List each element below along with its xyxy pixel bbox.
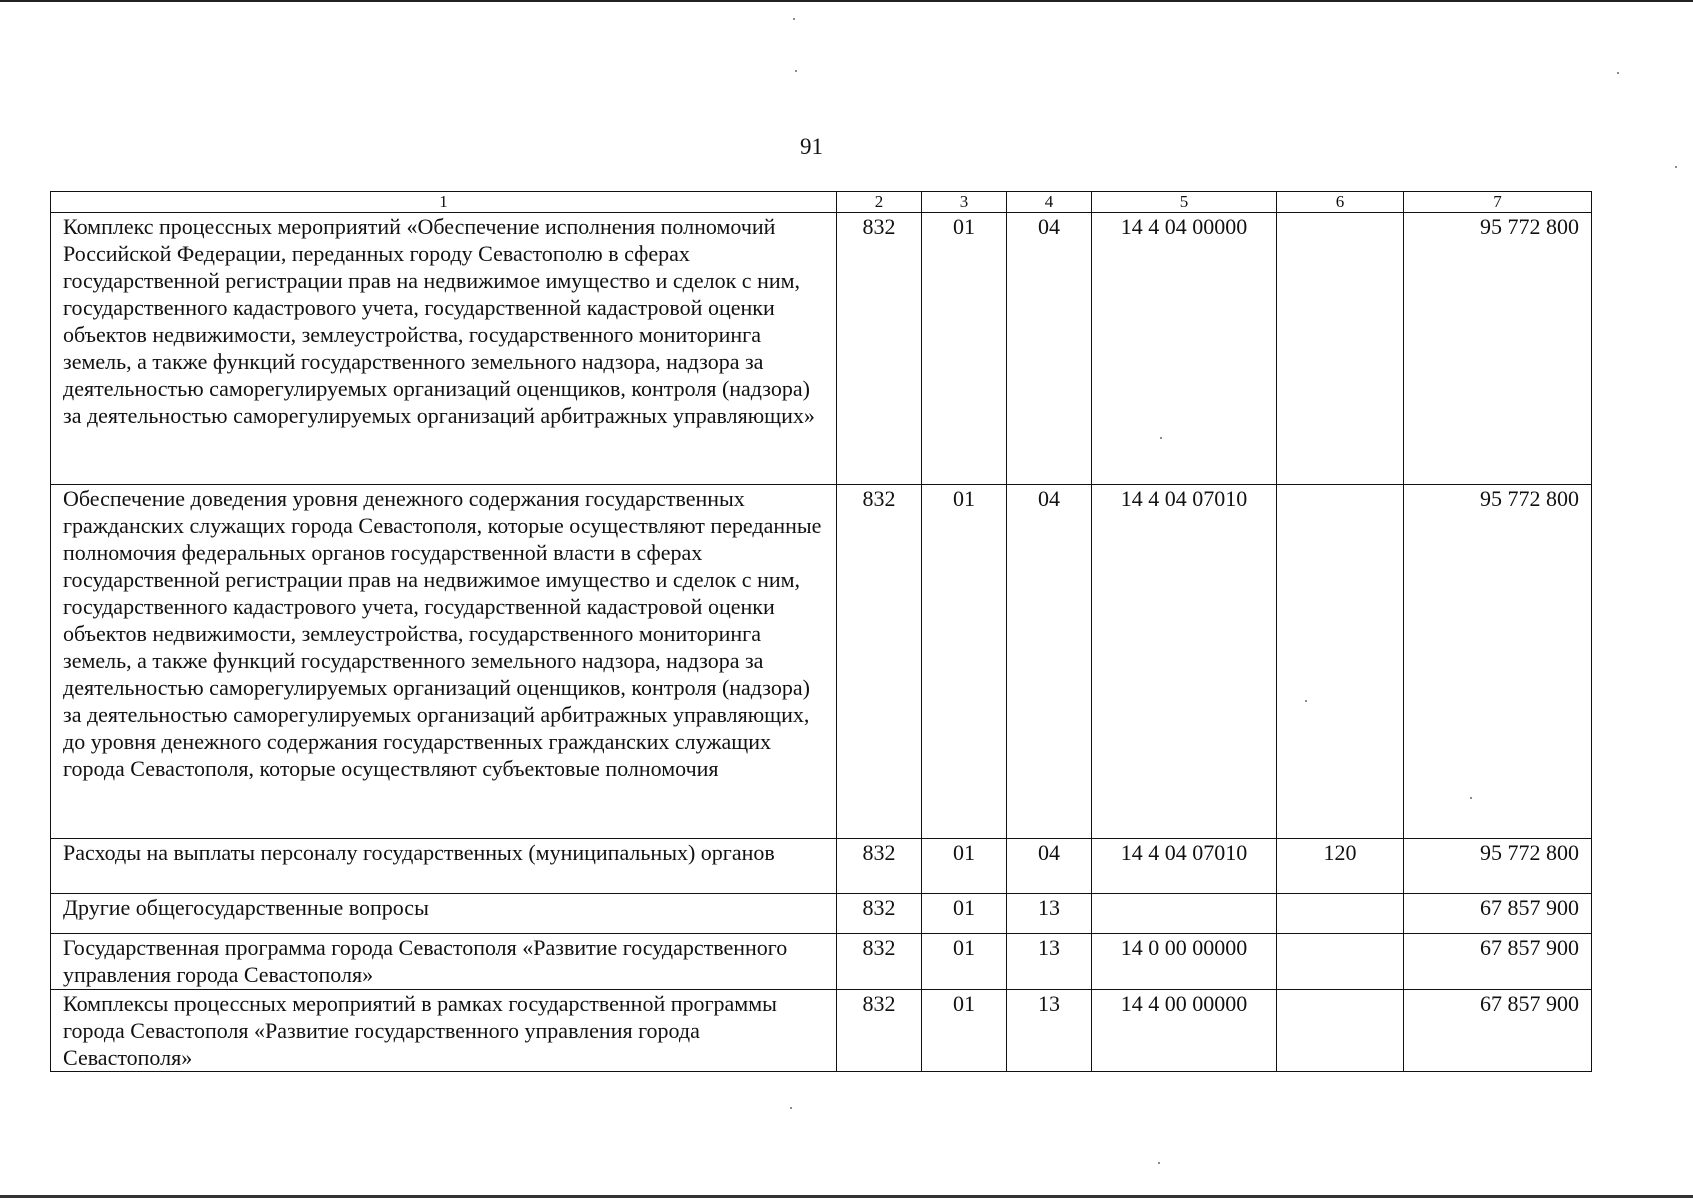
table-row [51,213,1592,485]
cell-subsection: 13 [1007,990,1092,1072]
cell-section: 01 [922,934,1007,990]
table-row [51,894,1592,934]
cell-expense-type [1277,990,1404,1072]
scan-speck [1160,437,1162,439]
cell-amount: 67 857 900 [1404,990,1592,1072]
cell-subsection: 13 [1007,934,1092,990]
cell-section: 01 [922,990,1007,1072]
cell-amount: 95 772 800 [1404,213,1592,485]
scan-edge-bottom [0,1195,1693,1198]
cell-subsection: 04 [1007,213,1092,485]
column-number: 6 [1277,192,1404,213]
scan-speck [1305,700,1307,702]
cell-expense-type: 120 [1277,839,1404,894]
scan-speck [1470,797,1472,799]
cell-ministry-code: 832 [837,894,922,934]
scan-speck [1158,1162,1160,1164]
row-name: Комплексы процессных мероприятий в рамках государственной программы города Севастополя «Развитие государственного управления города Севастополя» [51,990,837,1072]
cell-ministry-code: 832 [837,485,922,839]
table-row [51,990,1592,1072]
table-row [51,485,1592,839]
column-number: 4 [1007,192,1092,213]
cell-ministry-code: 832 [837,213,922,485]
scan-edge-top [0,0,1693,2]
cell-section: 01 [922,894,1007,934]
page-number: 91 [800,134,823,159]
cell-target-article: 14 4 04 07010 [1092,485,1277,839]
cell-amount: 67 857 900 [1404,934,1592,990]
cell-expense-type [1277,213,1404,485]
cell-ministry-code: 832 [837,934,922,990]
cell-section: 01 [922,839,1007,894]
cell-expense-type [1277,934,1404,990]
cell-amount: 95 772 800 [1404,839,1592,894]
cell-subsection: 04 [1007,485,1092,839]
cell-target-article: 14 0 00 00000 [1092,934,1277,990]
cell-amount: 67 857 900 [1404,894,1592,934]
row-name: Расходы на выплаты персоналу государственных (муниципальных) органов [51,839,837,894]
cell-target-article: 14 4 04 07010 [1092,839,1277,894]
cell-target-article: 14 4 00 00000 [1092,990,1277,1072]
table-row [51,934,1592,990]
cell-expense-type [1277,485,1404,839]
scan-speck [1675,166,1677,168]
scan-speck [1617,72,1619,74]
column-number-row [51,192,1592,213]
column-number: 5 [1092,192,1277,213]
column-number: 2 [837,192,922,213]
cell-ministry-code: 832 [837,839,922,894]
cell-section: 01 [922,213,1007,485]
cell-target-article [1092,894,1277,934]
scan-speck [795,70,797,72]
scan-speck [793,18,795,20]
column-number: 1 [51,192,837,213]
row-name: Комплекс процессных мероприятий «Обеспечение исполнения полномочий Российской Федерации, переданных городу Севастополю в сферах государственной регистрации прав на недвижимое имущество и сделок с ним, государственного кадастрового учета, государственной кадастровой оценки объектов недвижимости, землеустройства, государственного мониторинга земель, а также функций государственного земельного надзора, надзора за деятельностью саморегулируемых организаций оценщиков, контроля (надзора) за деятельностью саморегулируемых организаций арбитражных управляющих» [51,213,837,485]
cell-section: 01 [922,485,1007,839]
cell-subsection: 13 [1007,894,1092,934]
row-name: Другие общегосударственные вопросы [51,894,837,934]
cell-ministry-code: 832 [837,990,922,1072]
column-number: 3 [922,192,1007,213]
row-name: Государственная программа города Севастополя «Развитие государственного управления города Севастополя» [51,934,837,990]
scan-speck [790,1107,792,1109]
cell-subsection: 04 [1007,839,1092,894]
table-row [51,839,1592,894]
row-name: Обеспечение доведения уровня денежного содержания государственных гражданских служащих города Севастополя, которые осуществляют переданные полномочия федеральных органов государственной власти в сферах государственной регистрации прав на недвижимое имущество и сделок с ним, государственного кадастрового учета, государственной кадастровой оценки объектов недвижимости, землеустройства, государственного мониторинга земель, а также функций государственного земельного надзора, надзора за деятельностью саморегулируемых организаций оценщиков, контроля (надзора) за деятельностью саморегулируемых организаций арбитражных управляющих, до уровня денежного содержания государственных гражданских служащих города Севастополя, которые осуществляют субъектовые полномочия [51,485,837,839]
cell-expense-type [1277,894,1404,934]
cell-amount: 95 772 800 [1404,485,1592,839]
budget-table [50,191,1592,1072]
column-number: 7 [1404,192,1592,213]
cell-target-article: 14 4 04 00000 [1092,213,1277,485]
